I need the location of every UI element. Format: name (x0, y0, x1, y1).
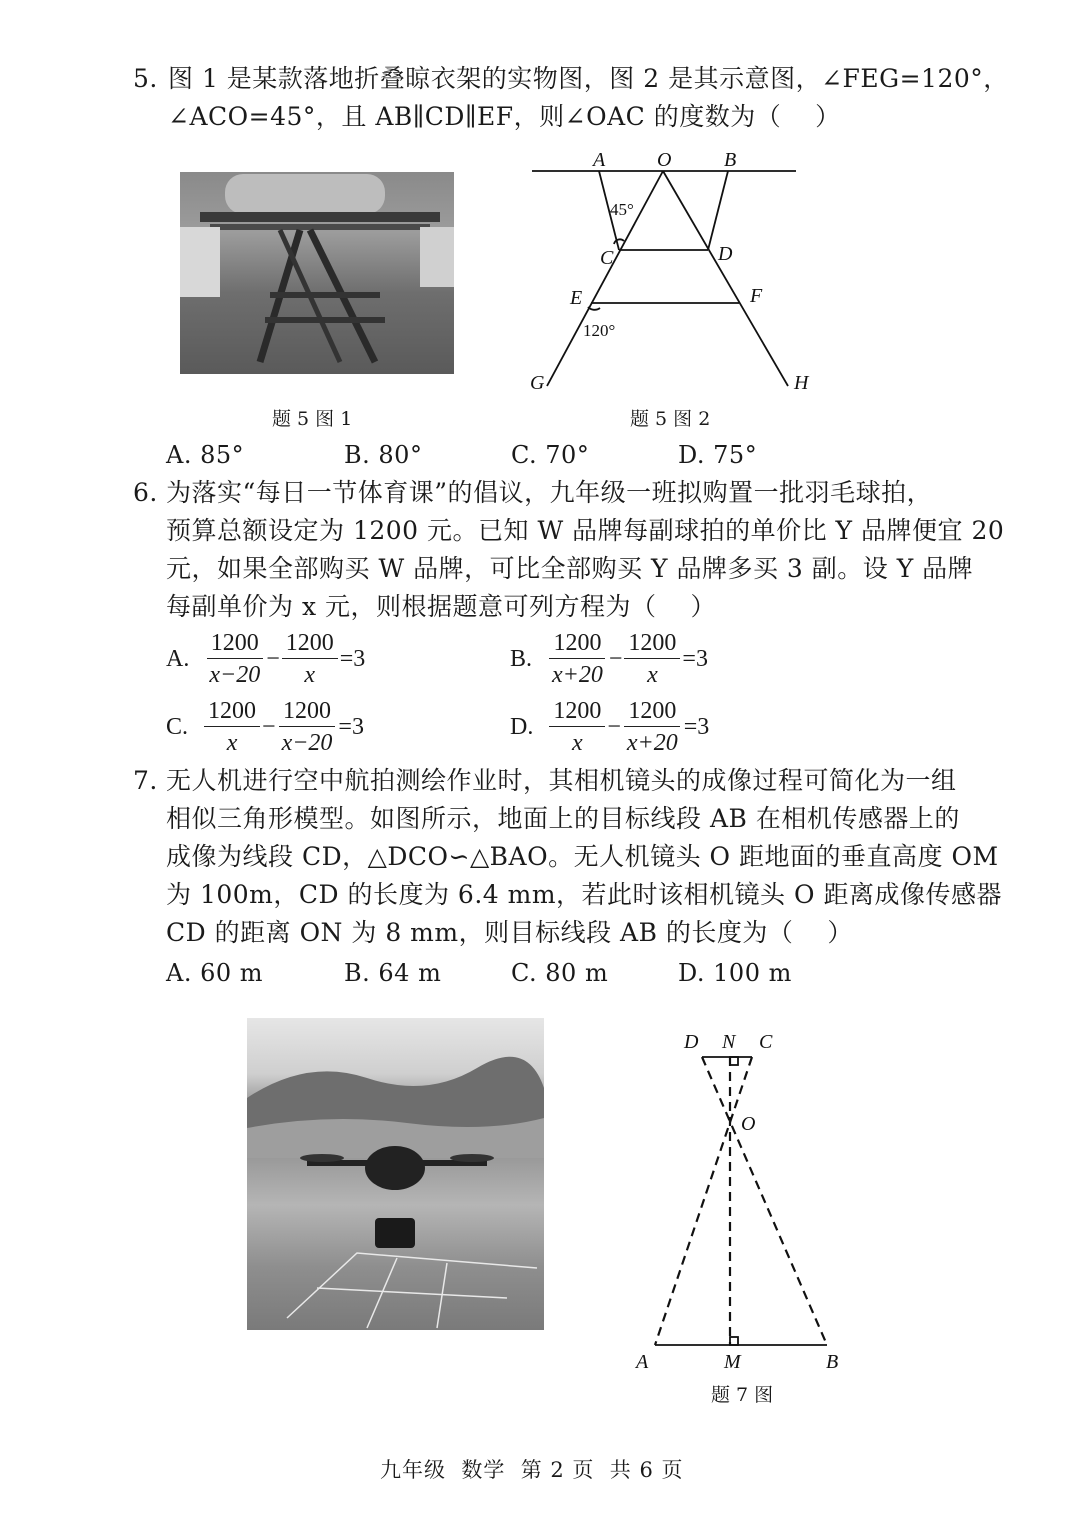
q7-text-line5: CD 的距离 ON 为 8 mm，则目标线段 AB 的长度为（ ） (166, 918, 853, 947)
svg-text:N: N (722, 1031, 736, 1053)
q7-text-line3: 成像为线段 CD，△DCO∽△BAO。无人机镜头 O 距地面的垂直高度 OM (166, 842, 999, 871)
q5-number: 5. (133, 64, 158, 93)
svg-text:H: H (794, 372, 809, 394)
q5-option-b[interactable]: B. 80° (344, 441, 423, 469)
q6-option-d[interactable]: D. $\frac{1200}{x}$ − $\frac{1200}{x+20}$ =3 (510, 696, 709, 759)
q6-text-line4: 每副单价为 x 元，则根据题意可列方程为（ ） (166, 592, 716, 621)
q6-option-b[interactable]: B. $\frac{1200}{x+20}$ − $\frac{1200}{x}$ =3 (510, 628, 708, 691)
svg-text:A: A (593, 149, 606, 171)
svg-text:A: A (636, 1351, 649, 1373)
fraction: $\frac{1200}{x}$ (282, 628, 338, 691)
fraction: $\frac{1200}{x}$ (624, 628, 680, 691)
q7-drone-photo (247, 1018, 544, 1330)
svg-text:C: C (600, 247, 614, 269)
q5-option-a[interactable]: A. 85° (166, 441, 245, 469)
svg-text:O: O (741, 1113, 756, 1135)
q7-text-line2: 相似三角形模型。如图所示，地面上的目标线段 AB 在相机传感器上的 (166, 804, 960, 833)
fraction: $\frac{1200}{x-20}$ (278, 696, 337, 759)
fraction: $\frac{1200}{x+20}$ (548, 628, 607, 691)
q5-figure1-photo (180, 172, 454, 374)
q7-text-line4: 为 100m，CD 的长度为 6.4 mm，若此时该相机镜头 O 距离成像传感器 (166, 880, 1002, 909)
q5-option-d[interactable]: D. 75° (678, 441, 758, 469)
svg-text:O: O (657, 149, 672, 171)
q5-text-line2: ∠ACO=45°，且 AB∥CD∥EF，则∠OAC 的度数为（ ） (168, 102, 841, 131)
q6-option-c[interactable]: C. $\frac{1200}{x}$ − $\frac{1200}{x-20}$ =3 (166, 696, 364, 759)
q5-option-c[interactable]: C. 70° (511, 441, 590, 469)
q6-text-line2: 预算总额设定为 1200 元。已知 W 品牌每副球拍的单价比 Y 品牌便宜 20 (166, 516, 1005, 545)
q5-figure2-diagram (520, 140, 820, 400)
q7-text-line1: 无人机进行空中航拍测绘作业时，其相机镜头的成像过程可简化为一组 (166, 766, 957, 795)
q6-option-a[interactable]: A. $\frac{1200}{x-20}$ − $\frac{1200}{x}$ =3 (166, 628, 365, 691)
q7-figure-diagram (630, 1020, 850, 1380)
drying-rack-illustration (180, 172, 454, 374)
fraction: $\frac{1200}{x+20}$ (623, 696, 682, 759)
q7-option-b[interactable]: B. 64 m (344, 959, 442, 987)
svg-text:G: G (530, 372, 545, 394)
fraction: $\frac{1200}{x}$ (549, 696, 605, 759)
q6-text-line3: 元，如果全部购买 W 品牌，可比全部购买 Y 品牌多买 3 副。设 Y 品牌 (166, 554, 974, 583)
q7-option-a[interactable]: A. 60 m (166, 959, 264, 987)
q7-option-c[interactable]: C. 80 m (511, 959, 609, 987)
svg-text:M: M (724, 1351, 741, 1373)
q6-number: 6. (133, 478, 158, 507)
fraction: $\frac{1200}{x-20}$ (205, 628, 264, 691)
svg-text:C: C (759, 1031, 773, 1053)
svg-text:B: B (826, 1351, 839, 1373)
q5-figure1-caption: 题 5 图 1 (272, 408, 353, 430)
page-footer: 九年级 数学 第 2 页 共 6 页 (380, 1458, 684, 1482)
q7-figure-caption: 题 7 图 (711, 1384, 774, 1406)
q5-text-line1: 图 1 是某款落地折叠晾衣架的实物图，图 2 是其示意图，∠FEG=120°， (168, 64, 1009, 93)
svg-text:D: D (718, 243, 733, 265)
svg-text:D: D (684, 1031, 699, 1053)
svg-text:F: F (750, 285, 763, 307)
svg-text:B: B (724, 149, 737, 171)
q7-option-d[interactable]: D. 100 m (678, 959, 792, 987)
svg-text:E: E (570, 287, 583, 309)
svg-text:45°: 45° (610, 200, 634, 219)
q6-text-line1: 为落实“每日一节体育课”的倡议，九年级一班拟购置一批羽毛球拍， (166, 478, 933, 507)
q7-number: 7. (133, 766, 158, 795)
svg-text:120°: 120° (583, 321, 616, 340)
fraction: $\frac{1200}{x}$ (204, 696, 260, 759)
drone-illustration (247, 1018, 544, 1330)
q5-figure2-caption: 题 5 图 2 (630, 408, 711, 430)
